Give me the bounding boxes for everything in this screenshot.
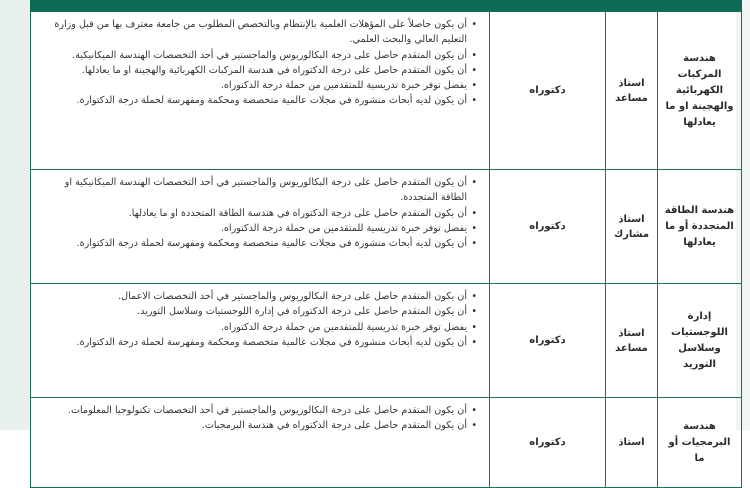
requirements-list	[39, 289, 479, 350]
rank-cell: استاذ	[606, 398, 658, 488]
requirements-list	[39, 175, 479, 251]
requirements-cell	[31, 170, 490, 284]
major-cell: هندسة الطاقة المتجددة أو ما يعادلها	[658, 170, 742, 284]
header-cell-rank	[606, 1, 658, 12]
requirements-cell	[31, 398, 490, 488]
positions-table	[30, 0, 742, 488]
rank-cell: استاذ مساعد	[606, 12, 658, 170]
requirement-item: • أن يكون المتقدم حاصل على درجة البكالوريوس والماجستير في أحد التخصصات تكنولوجيا المعلومات.	[39, 403, 467, 418]
degree-cell: دكتوراه	[490, 398, 606, 488]
table-row	[31, 170, 742, 284]
requirements-list	[39, 17, 479, 109]
requirement-item: • أن يكون لديه أبحاث منشورة في مجلات عالمية متخصصة ومحكمة ومفهرسة لحملة درجة الدكتوارة.	[39, 93, 467, 108]
requirement-item: • يفضل توفر خبرة تدريسية للمتقدمين من حملة درجة الدكتوراه.	[39, 78, 467, 93]
header-cell-major	[658, 1, 742, 12]
rank-cell: استاذ مساعد	[606, 284, 658, 398]
degree-cell: دكتوراه	[490, 170, 606, 284]
requirement-item: • أن يكون المتقدم حاصل على درجة البكالوريوس والماجستير في أحد التخصصات الهندسة الميكانيكية.	[39, 48, 467, 63]
header-cell-requirements	[31, 1, 490, 12]
header-cell-degree	[490, 1, 606, 12]
requirement-item: • أن يكون حاصلاً على المؤهلات العلمية بالإنتظام وبالتخصص المطلوب من جامعة معترف بها من قبل وزارة التعليم العالي والبحث العلمي.	[39, 17, 467, 48]
degree-cell: دكتوراه	[490, 284, 606, 398]
requirements-cell	[31, 284, 490, 398]
requirement-item: • يفضل توفر خبرة تدريسية للمتقدمين من حملة درجة الدكتوراه.	[39, 221, 467, 236]
table-header-row	[31, 1, 742, 12]
requirement-item: • أن يكون لديه أبحاث منشورة في مجلات عالمية متخصصة ومحكمة ومفهرسة لحملة درجة الدكتوارة.	[39, 236, 467, 251]
requirements-cell	[31, 12, 490, 170]
requirement-item: • يفضل توفر خبرة تدريسية للمتقدمين من حملة درجة الدكتوراه.	[39, 320, 467, 335]
requirement-item: • أن يكون المتقدم حاصل على درجة البكالوريوس والماجستير في أحد التخصصات الهندسة الميكانيكية او الطاقة المتجددة.	[39, 175, 467, 206]
requirement-item: • أن يكون المتقدم حاصل على درجة البكالوريوس والماجستير في أحد التخصصات الاعمال.	[39, 289, 467, 304]
major-cell: إدارة اللوجستيات وسلاسل التوريد	[658, 284, 742, 398]
left-decor-strip	[0, 0, 30, 430]
table-row	[31, 284, 742, 398]
requirement-item: • أن يكون المتقدم حاصل على درجة الدكتوراه في هندسة المركبات الكهربائية والهجينة او ما يعادلها.	[39, 63, 467, 78]
requirement-item: • أن يكون المتقدم حاصل على درجة الدكتوراه في إدارة اللوجستيات وسلاسل التوريد.	[39, 304, 467, 319]
requirement-item: • أن يكون لديه أبحاث منشورة في مجلات عالمية متخصصة ومحكمة ومفهرسة لحملة درجة الدكتوارة.	[39, 335, 467, 350]
degree-cell: دكتوراه	[490, 12, 606, 170]
rank-cell: استاذ مشارك	[606, 170, 658, 284]
requirements-list	[39, 403, 479, 434]
major-cell: هندسة المركبات الكهربائية والهجينة او ما يعادلها	[658, 12, 742, 170]
table-row	[31, 12, 742, 170]
requirement-item: • أن يكون المتقدم حاصل على درجة الدكتوراه في هندسة الطاقة المتجددة او ما يعادلها.	[39, 206, 467, 221]
table-row	[31, 398, 742, 488]
major-cell: هندسة البرمجيات أو ما	[658, 398, 742, 488]
requirement-item: • أن يكون المتقدم حاصل على درجة الدكتوراه في هندسة البرمجيات.	[39, 418, 467, 433]
